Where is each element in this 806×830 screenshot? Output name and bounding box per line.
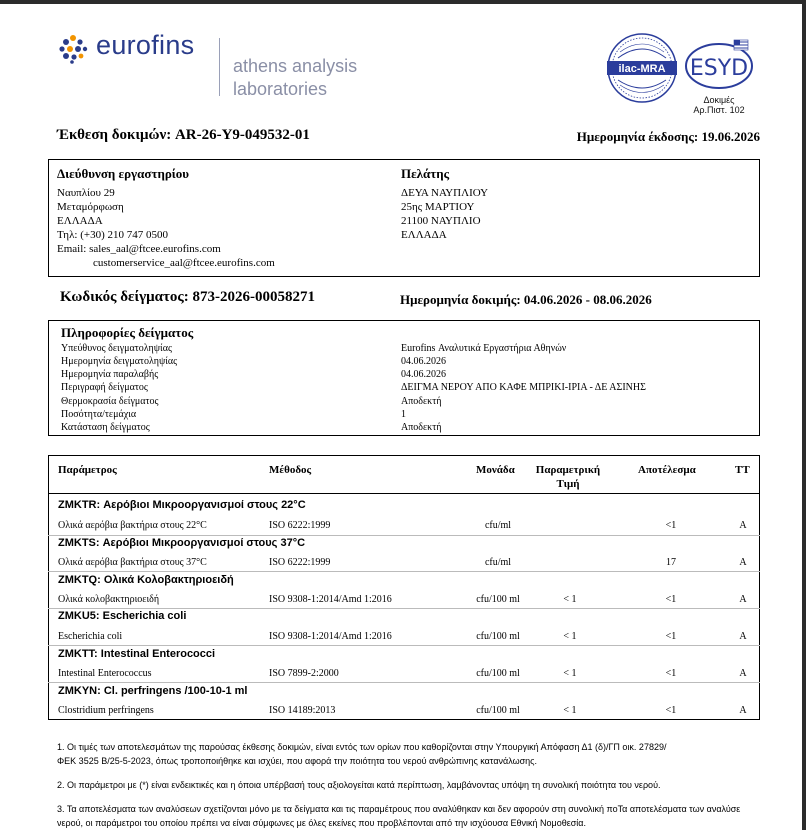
lab-phone: Τηλ: (+30) 210 747 0500: [57, 229, 168, 241]
row-parametric-value: < 1: [563, 631, 577, 642]
group-heading: ZMKYN: Cl. perfringens /100-10-1 ml: [58, 685, 248, 697]
row-tt: A: [739, 705, 747, 716]
row-tt: A: [739, 668, 747, 679]
row-result: <1: [665, 631, 677, 642]
info-key: Ημερομηνία παραλαβής: [61, 369, 159, 380]
group-heading: ZMKTR: Αερόβιοι Μικροοργανισμοί στους 22°C: [58, 499, 306, 511]
info-key: Ποσότητα/τεμάχια: [61, 409, 137, 420]
row-tt: A: [739, 557, 747, 568]
table-header-divider: [48, 493, 760, 494]
row-method: ISO 14189:2013: [269, 705, 336, 716]
lab-email-secondary: customerservice_aal@ftcee.eurofins.com: [93, 257, 275, 269]
esyd-caption-line-1: Δοκιμές: [703, 95, 735, 105]
client-address-line: 25ης ΜΑΡΤΙΟΥ: [401, 201, 475, 213]
row-result: 17: [666, 557, 676, 568]
row-unit: cfu/100 ml: [476, 705, 520, 716]
row-tt: A: [739, 631, 747, 642]
results-table: [48, 455, 760, 720]
row-parametric-value: < 1: [563, 594, 577, 605]
info-value: 04.06.2026: [401, 369, 446, 380]
logo-subtitle: [233, 55, 357, 101]
row-parameter: Ολικά κολοβακτηριοειδή: [58, 594, 160, 605]
info-row: [61, 356, 751, 369]
esyd-caption: [684, 95, 754, 115]
client-address-line: 21100 ΝΑΥΠΛΙΟ: [401, 215, 481, 227]
row-divider: [48, 645, 760, 646]
group-heading: ZMKTT: Intestinal Enterococci: [58, 648, 216, 660]
row-divider: [48, 535, 760, 536]
info-key: Ημερομηνία δειγματοληψίας: [61, 356, 178, 367]
client-heading: Πελάτης: [401, 166, 450, 181]
info-key: Υπεύθυνος δειγματοληψίας: [61, 343, 172, 354]
info-value: ΔΕΙΓΜΑ ΝΕΡΟΥ ΑΠΟ ΚΑΦΕ ΜΠΡΙΚΙ-ΙΡΙΑ - ΔΕ ΑΣΙΝΗΣ: [401, 382, 646, 393]
info-row: [61, 369, 751, 382]
col-header-parametric-value-line-2: Τιμή: [556, 478, 580, 490]
ilac-label: ilac-MRA: [618, 63, 666, 75]
info-key: Κατάσταση δείγματος: [61, 422, 150, 433]
col-header-parameter: Παράμετρος: [58, 464, 117, 476]
row-unit: cfu/100 ml: [476, 668, 520, 679]
row-parametric-value: < 1: [563, 668, 577, 679]
info-row: [61, 382, 751, 395]
report-title: Έκθεση δοκιμών: AR-26-Y9-049532-01: [57, 127, 310, 143]
note-3-line-2: νερού, οι παράμετροι του οποίου πρέπει να είναι σύμφωνες με όλες εκείνες που προβλέπονται από την ισχύουσα Εθνική Νομοθεσία.: [57, 818, 587, 828]
col-header-tt: ΤΤ: [735, 464, 750, 476]
info-value: Eurofins Αναλυτικά Εργαστήρια Αθηνών: [401, 343, 567, 354]
lab-address-line: Ναυπλίου 29: [57, 187, 115, 199]
group-heading: ZMKTS: Αερόβιοι Μικροοργανισμοί στους 37°C: [58, 537, 306, 549]
group-heading: ZMKTQ: Ολικά Κολοβακτηριοειδή: [58, 574, 234, 586]
row-method: ISO 7899-2:2000: [269, 668, 339, 679]
row-parameter: Escherichia coli: [58, 631, 123, 642]
row-divider: [48, 608, 760, 609]
row-parameter: Clostridium perfringens: [58, 705, 154, 716]
info-row: [61, 422, 751, 435]
row-method: ISO 6222:1999: [269, 520, 331, 531]
row-method: ISO 9308-1:2014/Amd 1:2016: [269, 594, 392, 605]
esyd-seal-icon: [684, 38, 754, 90]
info-row: [61, 396, 751, 409]
lab-address-line: Μεταμόρφωση: [57, 201, 124, 213]
row-tt: A: [739, 520, 747, 531]
logo-subtitle-line-1: athens analysis: [233, 56, 358, 76]
sample-info-heading: Πληροφορίες δείγματος: [61, 325, 194, 340]
row-result: <1: [665, 705, 677, 716]
row-result: <1: [665, 668, 677, 679]
row-method: ISO 6222:1999: [269, 557, 331, 568]
note-1-line-2: ΦΕΚ 3525 Β/25-5-2023, όπως τροποποιήθηκε και ισχύει, που αφορά την ποιότητα του νερού ανθρώπινης κατανάλωσης.: [57, 756, 538, 766]
row-result: <1: [665, 520, 677, 531]
logo-wordmark: eurofins: [96, 30, 195, 60]
report-page: [0, 4, 802, 830]
lab-address-line: ΕΛΛΑΔΑ: [57, 215, 103, 227]
esyd-label: ESYD: [689, 56, 749, 81]
info-key: Περιγραφή δείγματος: [61, 382, 148, 393]
row-parametric-value: < 1: [563, 705, 577, 716]
logo-subtitle-line-2: laboratories: [233, 79, 328, 99]
info-value: 1: [401, 409, 406, 420]
lab-address: [57, 186, 275, 270]
info-value: Αποδεκτή: [401, 396, 442, 407]
client-address: [401, 186, 488, 242]
group-heading: ZMKU5: Escherichia coli: [58, 610, 187, 622]
col-header-result: Αποτέλεσμα: [638, 464, 696, 476]
row-divider: [48, 571, 760, 572]
ilac-mra-seal-icon: [606, 32, 678, 104]
col-header-method: Μέθοδος: [269, 464, 312, 476]
esyd-caption-line-2: Αρ.Πιστ. 102: [693, 105, 745, 115]
info-row: [61, 343, 751, 356]
row-tt: A: [739, 594, 747, 605]
lab-email: Email: sales_aal@ftcee.eurofins.com: [57, 243, 221, 255]
note-2: 2. Οι παράμετροι με (*) είναι ενδεικτικές και η όποια υπέρβασή τους αξιολογείται κατά περίπτωση, λαμβάνοντας υπόψη τη συνολική ποιότητα του νερού.: [57, 780, 661, 790]
row-unit: cfu/ml: [484, 520, 512, 531]
eurofins-logo-icon: [58, 34, 88, 64]
info-key: Θερμοκρασία δείγματος: [61, 396, 159, 407]
test-date: Ημερομηνία δοκιμής: 04.06.2026 - 08.06.2026: [400, 292, 652, 307]
info-value: Αποδεκτή: [401, 422, 442, 433]
info-row: [61, 409, 751, 422]
note-3: [57, 802, 740, 830]
row-unit: cfu/ml: [484, 557, 512, 568]
issue-date: Ημερομηνία έκδοσης: 19.06.2026: [576, 129, 760, 144]
lab-address-heading: Διεύθυνση εργαστηρίου: [57, 166, 190, 181]
col-header-parametric-value-line-1: Παραμετρική: [535, 464, 601, 476]
row-result: <1: [665, 594, 677, 605]
row-parameter: Ολικά αερόβια βακτήρια στους 22°C: [58, 520, 207, 531]
row-unit: cfu/100 ml: [476, 594, 520, 605]
client-address-line: ΕΛΛΑΔΑ: [401, 229, 447, 241]
client-address-line: ΔΕΥΑ ΝΑΥΠΛΙΟΥ: [401, 187, 489, 199]
row-unit: cfu/100 ml: [476, 631, 520, 642]
row-method: ISO 9308-1:2014/Amd 1:2016: [269, 631, 392, 642]
col-header-parametric-value: [531, 463, 605, 491]
note-3-line-1: 3. Τα αποτελέσματα των αναλύσεων σχετίζονται μόνο με τα δείγματα και τις παραμέτρους που αναλύθηκαν και δεν αφορούν στη συνολική ποΤα αποτελέσματα των αναλύσε: [57, 804, 741, 814]
logo-separator: [219, 38, 220, 96]
col-header-unit: Μονάδα: [476, 464, 515, 476]
row-parameter: Ολικά αερόβια βακτήρια στους 37°C: [58, 557, 207, 568]
info-value: 04.06.2026: [401, 356, 446, 367]
row-parameter: Intestinal Enterococcus: [58, 668, 152, 679]
note-1: [57, 740, 666, 768]
row-divider: [48, 682, 760, 683]
note-1-line-1: 1. Οι τιμές των αποτελεσμάτων της παρούσας έκθεσης δοκιμών, είναι εντός των ορίων που καθορίζονται στην Υπουργική Απόφαση Δ1 (δ)/ΓΠ οικ. 27829/: [57, 742, 667, 752]
sample-code: Κωδικός δείγματος: 873-2026-00058271: [60, 289, 315, 305]
